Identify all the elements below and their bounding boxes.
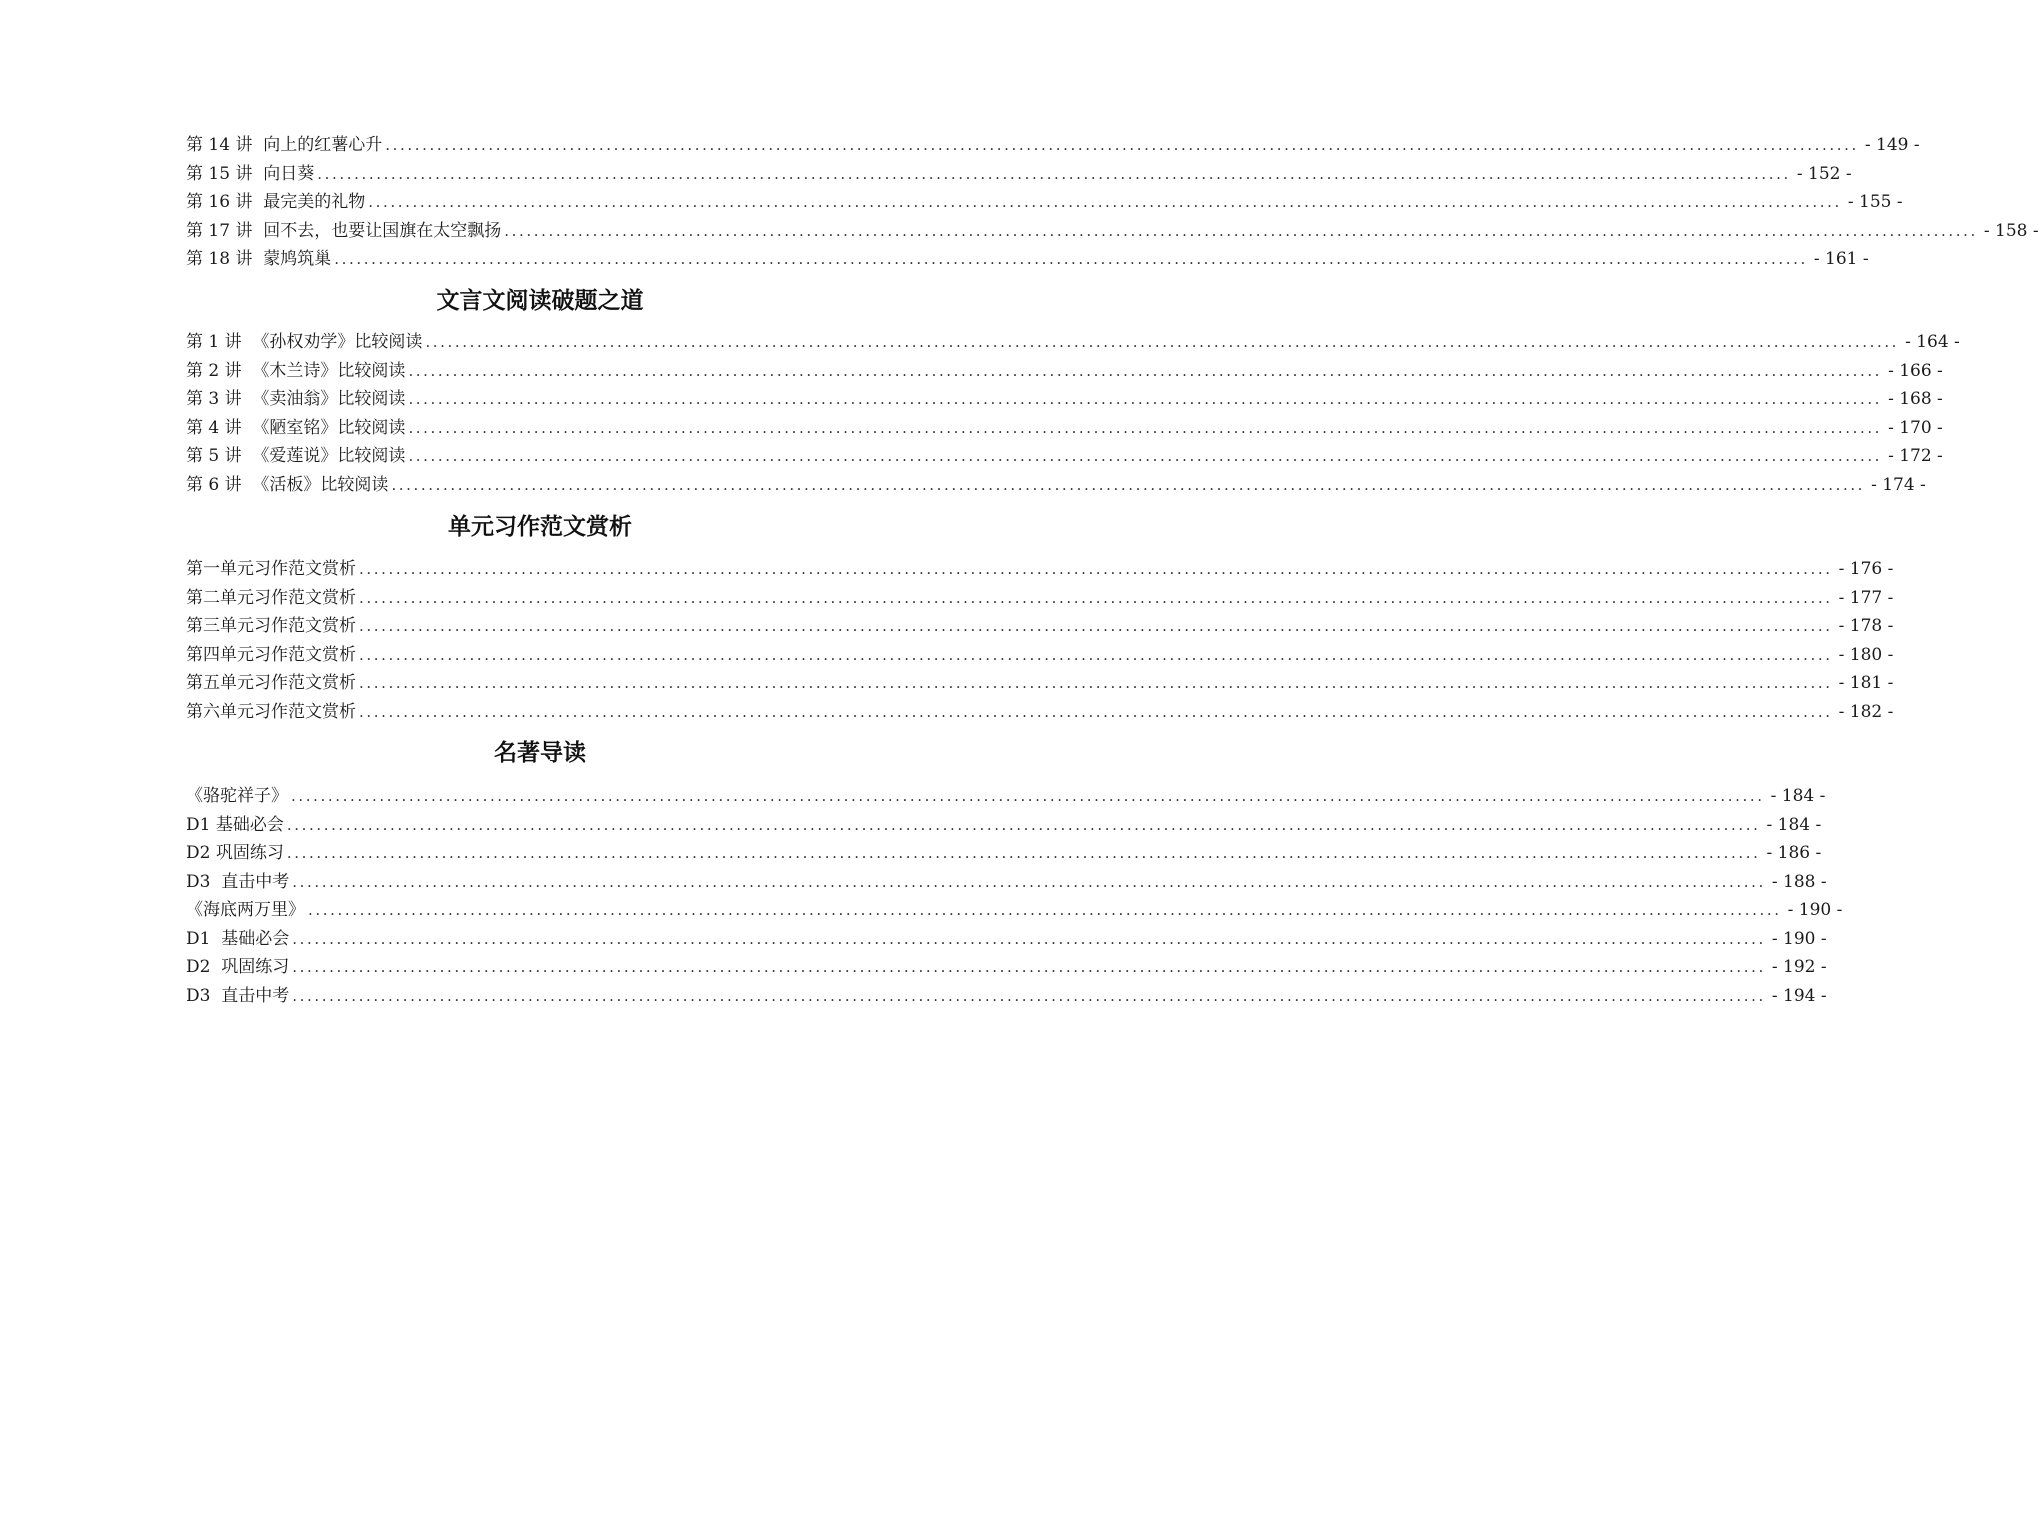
toc-entry-title: 第 15 讲 向日葵: [186, 163, 315, 184]
section-heading-unit-writing: 单元习作范文赏析: [448, 514, 632, 540]
toc-entry-page: - 177 -: [1838, 587, 1894, 608]
toc-entry-title: 第 6 讲 《活板》比较阅读: [186, 474, 389, 495]
toc-leader-dots: ........................................................................................................................................................................................................: [292, 958, 1766, 976]
toc-leader-dots: ........................................................................................................................................................................................................: [359, 645, 1833, 664]
toc-leader-dots: ........................................................................................................................................................................................................: [368, 193, 1842, 211]
toc-entry-title: 第 3 讲 《卖油翁》比较阅读: [186, 389, 406, 409]
toc-entry-page: - 180 -: [1838, 644, 1894, 665]
toc-entry-page: - 170 -: [1888, 417, 1943, 438]
toc-leader-dots: ........................................................................................................................................................................................................: [334, 250, 1808, 268]
toc-leader-dots: ........................................................................................................................................................................................................: [286, 844, 1761, 862]
toc-leader-dots: ........................................................................................................................................................................................................: [359, 674, 1833, 692]
toc-entry[interactable]: [186, 782, 1826, 811]
toc-entry-title: 第 17 讲 回不去，也要让国旗在太空飘扬: [186, 220, 502, 241]
toc-section-unit-writing: [186, 555, 1894, 726]
toc-leader-dots: ........................................................................................................................................................................................................: [425, 333, 1900, 351]
toc-entry-title: 《海底两万里》: [186, 900, 305, 920]
toc-entry[interactable]: [186, 953, 1827, 982]
toc-entry[interactable]: [186, 868, 1827, 897]
toc-entry[interactable]: [186, 471, 1926, 500]
toc-leader-dots: ........................................................................................................................................................................................................: [359, 588, 1833, 607]
toc-entry-page: - 172 -: [1888, 446, 1943, 466]
toc-entry[interactable]: [186, 669, 1894, 698]
toc-entry[interactable]: [186, 839, 1822, 868]
toc-entry[interactable]: [186, 555, 1894, 584]
toc-entry-page: - 182 -: [1838, 701, 1894, 722]
toc-section-classics-guide: [186, 782, 1843, 1010]
toc-leader-dots: ........................................................................................................................................................................................................: [385, 136, 1859, 154]
section-heading-classical-chinese: 文言文阅读破题之道: [436, 288, 644, 314]
toc-entry-page: - 184 -: [1770, 786, 1826, 806]
toc-entry-title: 第一单元习作范文赏析: [186, 559, 356, 579]
toc-entry-page: - 190 -: [1787, 900, 1843, 920]
toc-leader-dots: ........................................................................................................................................................................................................: [359, 560, 1833, 578]
toc-entry[interactable]: [186, 160, 1852, 189]
toc-entry-page: - 149 -: [1864, 135, 1920, 155]
toc-entry-page: - 158 -: [1983, 220, 2039, 241]
toc-entry-page: - 152 -: [1796, 163, 1852, 184]
toc-entry-page: - 188 -: [1771, 871, 1827, 892]
toc-entry-page: - 186 -: [1766, 843, 1822, 863]
toc-entry-title: 第 16 讲 最完美的礼物: [186, 192, 366, 212]
toc-entry[interactable]: [186, 328, 1960, 357]
toc-entry-title: D1 基础必会: [186, 814, 284, 835]
toc-leader-dots: ........................................................................................................................................................................................................: [408, 447, 1883, 465]
toc-entry-title: D1 基础必会: [186, 928, 290, 949]
toc-entry-title: 第 18 讲 蒙鸠筑巢: [186, 249, 332, 269]
toc-leader-dots: ........................................................................................................................................................................................................: [408, 418, 1883, 437]
toc-leader-dots: ........................................................................................................................................................................................................: [359, 617, 1833, 635]
toc-entry-title: 第 4 讲 《陋室铭》比较阅读: [186, 417, 406, 438]
toc-entry[interactable]: [186, 698, 1894, 727]
toc-entry-page: - 178 -: [1838, 616, 1894, 636]
toc-entry-page: - 192 -: [1771, 957, 1827, 977]
toc-leader-dots: ........................................................................................................................................................................................................: [359, 702, 1833, 721]
toc-leader-dots: ........................................................................................................................................................................................................: [291, 787, 1765, 805]
toc-entry[interactable]: [186, 245, 1869, 274]
toc-entry[interactable]: [186, 385, 1943, 414]
toc-entry-title: D3 直击中考: [186, 871, 290, 892]
toc-entry-title: 第三单元习作范文赏析: [186, 616, 356, 636]
toc-entry-title: 第 1 讲 《孙权劝学》比较阅读: [186, 332, 423, 352]
toc-entry-page: - 194 -: [1771, 985, 1827, 1006]
toc-entry-title: D2 巩固练习: [186, 843, 284, 863]
toc-entry[interactable]: [186, 612, 1894, 641]
toc-leader-dots: ........................................................................................................................................................................................................: [391, 475, 1866, 494]
toc-entry[interactable]: [186, 811, 1822, 840]
toc-entry-page: - 174 -: [1871, 474, 1926, 495]
toc-entry-title: D3 直击中考: [186, 985, 290, 1006]
toc-leader-dots: ........................................................................................................................................................................................................: [292, 986, 1766, 1005]
toc-entry-page: - 176 -: [1838, 559, 1894, 579]
toc-entry[interactable]: [186, 925, 1827, 954]
toc-entry-title: D2 巩固练习: [186, 957, 290, 977]
toc-entry[interactable]: [186, 131, 1920, 160]
toc-leader-dots: ........................................................................................................................................................................................................: [317, 164, 1791, 183]
toc-entry-page: - 155 -: [1847, 192, 1903, 212]
toc-entry[interactable]: [186, 896, 1843, 925]
toc-entry-title: 第六单元习作范文赏析: [186, 701, 356, 722]
toc-entry-page: - 181 -: [1838, 673, 1894, 693]
toc-section-classical-chinese: [186, 328, 1960, 499]
toc-entry[interactable]: [186, 414, 1943, 443]
toc-entry-title: 第 14 讲 向上的红薯心升: [186, 135, 383, 155]
toc-section-continued: [186, 131, 2039, 274]
toc-leader-dots: ........................................................................................................................................................................................................: [408, 390, 1883, 408]
toc-entry-title: 第四单元习作范文赏析: [186, 644, 356, 665]
toc-entry-title: 第 5 讲 《爱莲说》比较阅读: [186, 446, 406, 466]
toc-entry-page: - 190 -: [1771, 928, 1827, 949]
toc-entry-page: - 161 -: [1813, 249, 1869, 269]
toc-entry-page: - 168 -: [1888, 389, 1943, 409]
toc-leader-dots: ........................................................................................................................................................................................................: [504, 221, 1978, 240]
toc-entry-title: 第五单元习作范文赏析: [186, 673, 356, 693]
toc-entry-page: - 164 -: [1905, 332, 1960, 352]
toc-entry[interactable]: [186, 584, 1894, 613]
toc-entry[interactable]: [186, 641, 1894, 670]
toc-entry[interactable]: [186, 188, 1903, 217]
toc-entry-title: 《骆驼祥子》: [186, 786, 288, 806]
toc-leader-dots: ........................................................................................................................................................................................................: [286, 815, 1761, 834]
toc-entry[interactable]: [186, 982, 1827, 1011]
toc-leader-dots: ........................................................................................................................................................................................................: [308, 901, 1782, 919]
section-heading-classics-guide: 名著导读: [494, 740, 586, 766]
toc-entry-page: - 184 -: [1766, 814, 1822, 835]
toc-entry[interactable]: [186, 217, 2039, 246]
toc-entry-page: - 166 -: [1888, 360, 1943, 381]
toc-entry-title: 第二单元习作范文赏析: [186, 587, 356, 608]
toc-leader-dots: ........................................................................................................................................................................................................: [292, 872, 1766, 891]
toc-entry[interactable]: [186, 442, 1943, 471]
toc-leader-dots: ........................................................................................................................................................................................................: [408, 361, 1883, 380]
toc-entry[interactable]: [186, 357, 1943, 386]
toc-entry-title: 第 2 讲 《木兰诗》比较阅读: [186, 360, 406, 381]
toc-leader-dots: ........................................................................................................................................................................................................: [292, 929, 1766, 948]
